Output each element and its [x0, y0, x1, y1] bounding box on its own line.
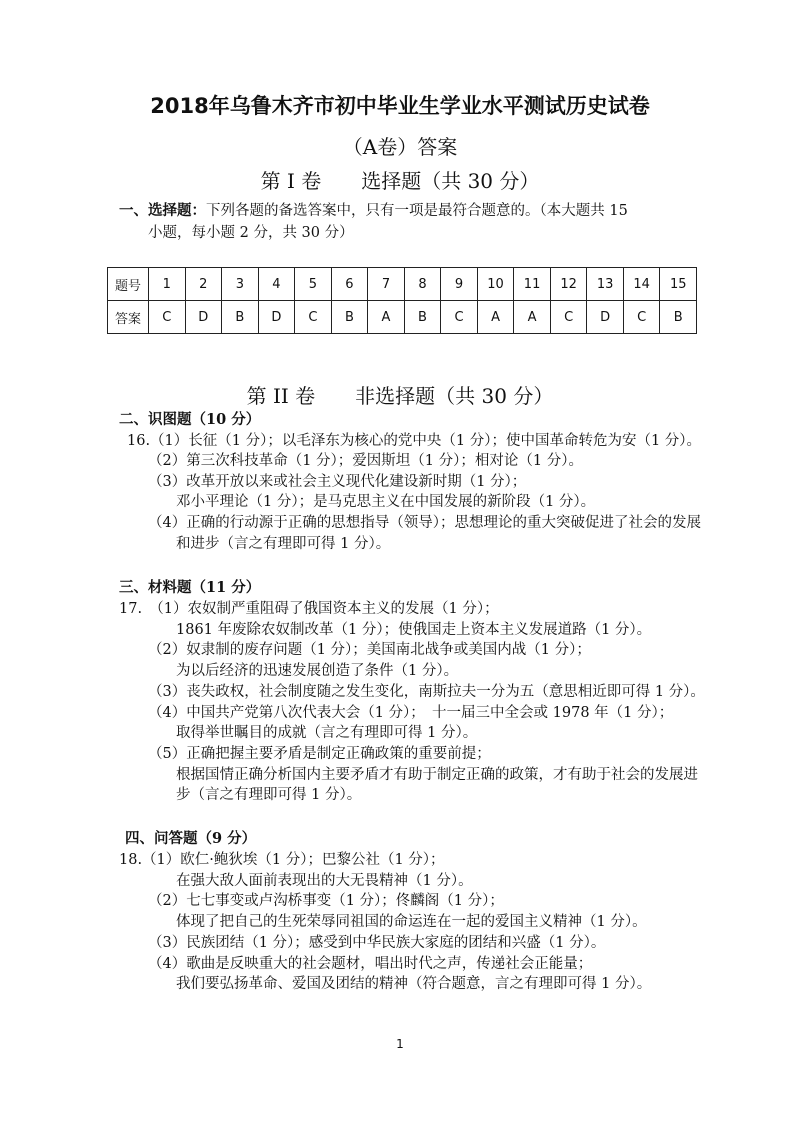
answer-line: 取得举世瞩目的成就（言之有理即可得 1 分）。 — [176, 725, 478, 741]
answer-cell: B — [404, 301, 441, 334]
answer-line: 体现了把自己的生死荣辱同祖国的命运连在一起的爱国主义精神（1 分）。 — [176, 914, 647, 930]
question-number-cell: 4 — [258, 268, 295, 301]
table-header-cell: 题号 — [108, 268, 149, 301]
document-subtitle: （A卷）答案 — [342, 135, 458, 159]
answer-line: 为以后经济的迅速发展创造了条件（1 分）。 — [176, 663, 459, 679]
answer-cell: C — [623, 301, 660, 334]
answer-line: （2）第三次科技革命（1 分）；爱因斯坦（1 分）；相对论（1 分）。 — [148, 453, 583, 469]
answer-line: 1861 年废除农奴制改革（1 分）；使俄国走上资本主义发展道路（1 分）。 — [176, 622, 652, 638]
answer-line: 我们要弘扬革命、爱国及团结的精神（符合题意，言之有理即可得 1 分）。 — [176, 976, 652, 992]
answer-line: 16.（1）长征（1 分）；以毛泽东为核心的党中央（1 分）；使中国革命转危为安（1 分）。 — [127, 433, 702, 449]
section2-heading: 二、识图题（10 分） — [119, 411, 261, 428]
section1-instruction — [119, 201, 628, 221]
question-number-cell: 1 — [149, 268, 186, 301]
question-number-cell: 14 — [623, 268, 660, 301]
question-number-cell: 2 — [185, 268, 222, 301]
answer-cell: B — [222, 301, 259, 334]
answer-line: （3）改革开放以来或社会主义现代化建设新时期（1 分）； — [148, 474, 527, 490]
answer-line: （4）正确的行动源于正确的思想指导（领导）；思想理论的重大突破促进了社会的发展 — [148, 515, 701, 531]
answer-cell: A — [368, 301, 405, 334]
question-number-cell: 15 — [660, 268, 697, 301]
question-number-cell: 6 — [331, 268, 368, 301]
answer-line: （4）歌曲是反映重大的社会题材，唱出时代之声，传递社会正能量； — [148, 956, 593, 972]
answer-line: 邓小平理论（1 分）；是马克思主义在中国发展的新阶段（1 分）。 — [176, 494, 596, 510]
answer-table-answer-row — [108, 301, 697, 334]
answer-cell: D — [185, 301, 222, 334]
question-number-cell: 11 — [514, 268, 551, 301]
answer-table-number-row — [108, 268, 697, 301]
answer-cell: C — [149, 301, 186, 334]
answer-line: 17. （1）农奴制严重阻碍了俄国资本主义的发展（1 分）； — [119, 601, 499, 617]
question-number-cell: 12 — [550, 268, 587, 301]
section1-instruction-line2: 小题，每小题 2 分，共 30 分） — [148, 225, 354, 241]
question-number-cell: 13 — [587, 268, 624, 301]
part1-title: 第 I 卷 选择题（共 30 分） — [260, 169, 540, 193]
answer-line: （5）正确把握主要矛盾是制定正确政策的重要前提； — [148, 746, 491, 762]
question-number-cell: 3 — [222, 268, 259, 301]
answer-line: 步（言之有理即可得 1 分）。 — [176, 787, 362, 803]
answer-cell: C — [441, 301, 478, 334]
answer-table — [107, 267, 697, 334]
answer-cell: D — [587, 301, 624, 334]
answer-line: 根据国情正确分析国内主要矛盾才有助于制定正确的政策，才有助于社会的发展进 — [176, 767, 698, 783]
page-number: 1 — [396, 1037, 404, 1051]
question-number-cell: 10 — [477, 268, 514, 301]
question-number-cell: 7 — [368, 268, 405, 301]
table-header-cell: 答案 — [108, 301, 149, 334]
answer-line: 在强大敌人面前表现出的大无畏精神（1 分）。 — [176, 873, 473, 889]
section4-heading: 四、问答题（9 分） — [125, 830, 257, 847]
question-number-cell: 8 — [404, 268, 441, 301]
answer-line: （3）民族团结（1 分）；感受到中华民族大家庭的团结和兴盛（1 分）。 — [148, 935, 606, 951]
answer-cell: C — [295, 301, 332, 334]
answer-line: 和进步（言之有理即可得 1 分）。 — [176, 536, 391, 552]
question-number-cell: 5 — [295, 268, 332, 301]
answer-line: （2）奴隶制的废存问题（1 分）；美国南北战争或美国内战（1 分）； — [148, 642, 591, 658]
section3-heading: 三、材料题（11 分） — [119, 579, 261, 596]
part2-title: 第 II 卷 非选择题（共 30 分） — [246, 384, 554, 408]
document-title: 2018年乌鲁木齐市初中毕业生学业水平测试历史试卷 — [150, 94, 650, 118]
section1-heading: 一、选择题： — [119, 202, 206, 219]
answer-line: （4）中国共产党第八次代表大会（1 分）； 十一届三中全会或 1978 年（1 分）； — [148, 705, 674, 721]
question-number-cell: 9 — [441, 268, 478, 301]
section1-instruction-line1: 下列各题的备选答案中，只有一项是最符合题意的。（本大题共 15 — [206, 203, 628, 219]
answer-line: 18.（1）欧仁·鲍狄埃（1 分）；巴黎公社（1 分）； — [119, 852, 445, 868]
answer-cell: B — [660, 301, 697, 334]
answer-cell: B — [331, 301, 368, 334]
answer-cell: A — [514, 301, 551, 334]
answer-cell: D — [258, 301, 295, 334]
answer-line: （3）丧失政权，社会制度随之发生变化，南斯拉夫一分为五（意思相近即可得 1 分）。 — [148, 684, 705, 700]
answer-line: （2）七七事变或卢沟桥事变（1 分）；佟麟阁（1 分）； — [148, 893, 504, 909]
answer-cell: C — [550, 301, 587, 334]
answer-cell: A — [477, 301, 514, 334]
